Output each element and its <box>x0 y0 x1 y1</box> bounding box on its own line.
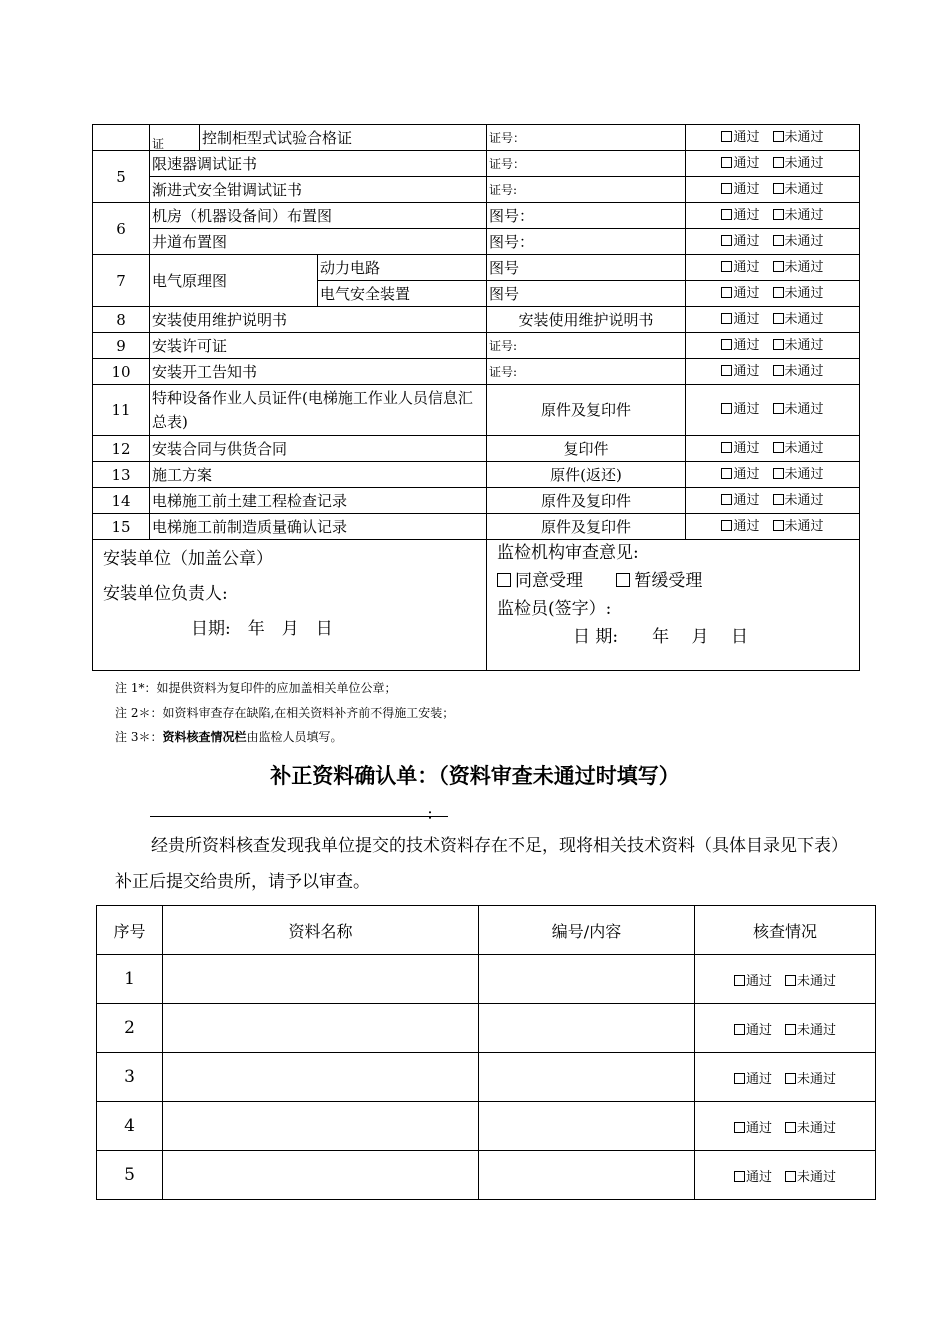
check-status[interactable]: 通过 未通过 <box>695 1102 876 1151</box>
row-number: 6 <box>93 203 150 255</box>
row-number: 13 <box>93 462 150 488</box>
item-info: 证号: <box>487 359 686 385</box>
checkbox-icon[interactable] <box>721 235 732 246</box>
checkbox-icon[interactable] <box>721 209 732 220</box>
row-number: 1 <box>97 955 163 1004</box>
row-number: 5 <box>97 1151 163 1200</box>
item-info: 证号： <box>487 125 686 151</box>
checkbox-icon[interactable] <box>773 365 784 376</box>
table-row <box>93 385 860 436</box>
section-title: 补正资料确认单：（资料审查未通过时填写） <box>270 763 680 788</box>
checkbox-icon[interactable] <box>773 520 784 531</box>
item-info: 证号: <box>487 333 686 359</box>
header-cell: 编号/内容 <box>479 906 695 955</box>
check-status[interactable]: 通过 未通过 <box>695 1004 876 1053</box>
checkbox-icon[interactable] <box>773 339 784 350</box>
row-number: 12 <box>93 436 150 462</box>
table-row <box>93 307 860 333</box>
installer-leader-label: 安装单位负责人: <box>103 584 228 604</box>
agree-option-label: 同意受理 <box>515 571 584 591</box>
item-name: 机房（机器设备间）布置图 <box>150 203 487 229</box>
item-name: 安装使用维护说明书 <box>150 307 487 333</box>
checkbox-icon[interactable] <box>721 157 732 168</box>
check-status[interactable]: 通过 未通过 <box>686 436 860 462</box>
checkbox-icon[interactable] <box>785 1171 796 1182</box>
item-info: 证号： <box>487 151 686 177</box>
item-sub-name: 电气安全装置 <box>318 281 487 307</box>
row-number: 9 <box>93 333 150 359</box>
check-status[interactable]: 通过 未通过 <box>686 177 860 203</box>
item-name: 特种设备作业人员证件(电梯施工作业人员信息汇总表) <box>150 385 487 436</box>
material-name-cell[interactable] <box>163 1053 479 1102</box>
row-number: 2 <box>97 1004 163 1053</box>
material-name-cell[interactable] <box>163 1004 479 1053</box>
checkbox-icon[interactable] <box>734 975 745 986</box>
row-number: 8 <box>93 307 150 333</box>
check-status[interactable]: 通过 未通过 <box>686 229 860 255</box>
installer-signature-cell <box>93 540 487 671</box>
opinion-label: 监检机构审查意见: <box>497 543 639 563</box>
checkbox-icon[interactable] <box>773 131 784 142</box>
item-info: 复印件 <box>487 436 686 462</box>
note-2: 注 2＊：如资料审查存在缺陷,在相关资料补齐前不得施工安装； <box>115 706 455 720</box>
checkbox-icon[interactable] <box>721 313 732 324</box>
check-status[interactable]: 通过 未通过 <box>695 1053 876 1102</box>
table-row <box>97 1004 876 1053</box>
checkbox-icon[interactable] <box>721 287 732 298</box>
supplement-table <box>96 905 876 1200</box>
item-info: 图号 <box>487 281 686 307</box>
checkbox-icon[interactable] <box>721 520 732 531</box>
note-3: 注 3＊：资料核查情况栏由监检人员填写。 <box>115 730 343 744</box>
check-status[interactable]: 通过 未通过 <box>686 514 860 540</box>
table-row <box>97 1151 876 1200</box>
checkbox-icon[interactable] <box>773 442 784 453</box>
checkbox-icon[interactable] <box>785 975 796 986</box>
checkbox-icon[interactable] <box>721 365 732 376</box>
code-content-cell[interactable] <box>479 1151 695 1200</box>
checkbox-icon[interactable] <box>773 235 784 246</box>
item-info: 证号: <box>487 177 686 203</box>
checkbox-icon[interactable] <box>773 183 784 194</box>
addressee-blank-line[interactable] <box>150 804 448 817</box>
item-info: 原件及复印件 <box>487 385 686 436</box>
header-cell: 资料名称 <box>163 906 479 955</box>
code-content-cell[interactable] <box>479 955 695 1004</box>
item-name: 控制柜型式试验合格证 <box>200 125 487 151</box>
table-row <box>97 955 876 1004</box>
item-name: 安装许可证 <box>150 333 487 359</box>
table-row <box>93 333 860 359</box>
agree-checkbox-icon[interactable] <box>497 573 511 587</box>
material-name-cell[interactable] <box>163 1102 479 1151</box>
checkbox-icon[interactable] <box>785 1122 796 1133</box>
row-number: 4 <box>97 1102 163 1151</box>
checkbox-icon[interactable] <box>773 157 784 168</box>
check-status[interactable]: 通过 未通过 <box>686 151 860 177</box>
table-row <box>93 514 860 540</box>
check-status[interactable]: 通过 未通过 <box>695 1151 876 1200</box>
table-row <box>93 177 860 203</box>
check-status[interactable]: 通过 未通过 <box>686 125 860 151</box>
item-name: 限速器调试证书 <box>150 151 487 177</box>
checkbox-icon[interactable] <box>721 261 732 272</box>
check-status[interactable]: 通过 未通过 <box>686 462 860 488</box>
checkbox-icon[interactable] <box>773 468 784 479</box>
checkbox-icon[interactable] <box>721 339 732 350</box>
checkbox-icon[interactable] <box>785 1073 796 1084</box>
checkbox-icon[interactable] <box>773 287 784 298</box>
item-name: 安装合同与供货合同 <box>150 436 487 462</box>
code-content-cell[interactable] <box>479 1004 695 1053</box>
inspection-opinion-cell <box>487 540 860 671</box>
table-row <box>93 436 860 462</box>
check-status[interactable]: 通过 未通过 <box>686 281 860 307</box>
item-name: 电梯施工前制造质量确认记录 <box>150 514 487 540</box>
checkbox-icon[interactable] <box>785 1024 796 1035</box>
item-sub-name: 动力电路 <box>318 255 487 281</box>
table-row <box>93 255 860 281</box>
check-status[interactable]: 通过 未通过 <box>686 255 860 281</box>
row-sub-label: 证 <box>150 125 200 151</box>
checkbox-icon[interactable] <box>721 494 732 505</box>
checkbox-icon[interactable] <box>721 403 732 414</box>
checkbox-icon[interactable] <box>734 1122 745 1133</box>
table-row <box>93 359 860 385</box>
item-info: 安装使用维护说明书 <box>487 307 686 333</box>
checkbox-icon[interactable] <box>773 403 784 414</box>
checkbox-icon[interactable] <box>721 442 732 453</box>
note-1: 注 1*：如提供资料为复印件的应加盖相关单位公章； <box>115 681 397 695</box>
checkbox-icon[interactable] <box>773 494 784 505</box>
table-row <box>97 1053 876 1102</box>
checkbox-icon[interactable] <box>721 468 732 479</box>
check-status[interactable]: 通过 未通过 <box>686 359 860 385</box>
row-number: 7 <box>93 255 150 307</box>
signature-row <box>93 540 860 671</box>
inspector-date-label: 日 期: 年 月 日 <box>573 627 748 647</box>
item-info: 图号 <box>487 255 686 281</box>
item-info: 图号： <box>487 229 686 255</box>
row-number: 5 <box>93 151 150 203</box>
item-name: 电梯施工前土建工程检查记录 <box>150 488 487 514</box>
check-status[interactable]: 通过 未通过 <box>695 955 876 1004</box>
checkbox-icon[interactable] <box>773 261 784 272</box>
defer-checkbox-icon[interactable] <box>616 573 630 587</box>
material-name-cell[interactable] <box>163 1151 479 1200</box>
material-name-cell[interactable] <box>163 955 479 1004</box>
checkbox-icon[interactable] <box>773 209 784 220</box>
check-status[interactable]: 通过 未通过 <box>686 333 860 359</box>
row-number: 10 <box>93 359 150 385</box>
defer-option-label: 暂缓受理 <box>634 571 703 591</box>
check-status[interactable]: 通过 未通过 <box>686 385 860 436</box>
item-info: 原件及复印件 <box>487 488 686 514</box>
code-content-cell[interactable] <box>479 1053 695 1102</box>
header-cell: 序号 <box>97 906 163 955</box>
installer-unit-label: 安装单位（加盖公章） <box>103 549 273 569</box>
row-number: 11 <box>93 385 150 436</box>
document-checklist-table <box>92 124 860 671</box>
checkbox-icon[interactable] <box>721 183 732 194</box>
item-name: 井道布置图 <box>150 229 487 255</box>
installer-date-label: 日期: 年 月 日 <box>191 619 333 639</box>
table-row <box>93 488 860 514</box>
checkbox-icon[interactable] <box>734 1073 745 1084</box>
item-name: 渐进式安全钳调试证书 <box>150 177 487 203</box>
row-number: 3 <box>97 1053 163 1102</box>
header-cell: 核查情况 <box>695 906 876 955</box>
table-header-row <box>97 906 876 955</box>
item-name: 电气原理图 <box>150 255 318 307</box>
table-row <box>93 229 860 255</box>
check-status[interactable]: 通过 未通过 <box>686 488 860 514</box>
checkbox-icon[interactable] <box>734 1024 745 1035</box>
item-name: 安装开工告知书 <box>150 359 487 385</box>
check-status[interactable]: 通过 未通过 <box>686 307 860 333</box>
check-status[interactable]: 通过 未通过 <box>686 203 860 229</box>
table-row <box>93 125 860 151</box>
item-info: 原件及复印件 <box>487 514 686 540</box>
table-row <box>93 462 860 488</box>
table-row <box>93 151 860 177</box>
checkbox-icon[interactable] <box>734 1171 745 1182</box>
row-number: 15 <box>93 514 150 540</box>
table-row <box>93 203 860 229</box>
code-content-cell[interactable] <box>479 1102 695 1151</box>
checkbox-icon[interactable] <box>773 313 784 324</box>
item-info: 图号： <box>487 203 686 229</box>
body-paragraph: 经贵所资料核查发现我单位提交的技术资料存在不足，现将相关技术资料（具体目录见下表）补正后提交给贵所，请予以审查。 <box>115 836 840 892</box>
checkbox-icon[interactable] <box>721 131 732 142</box>
addressee-colon: ： <box>427 808 441 823</box>
row-number: 14 <box>93 488 150 514</box>
item-info: 原件(返还) <box>487 462 686 488</box>
inspector-signature-label: 监检员(签字）: <box>497 599 612 619</box>
item-name: 施工方案 <box>150 462 487 488</box>
table-row <box>97 1102 876 1151</box>
